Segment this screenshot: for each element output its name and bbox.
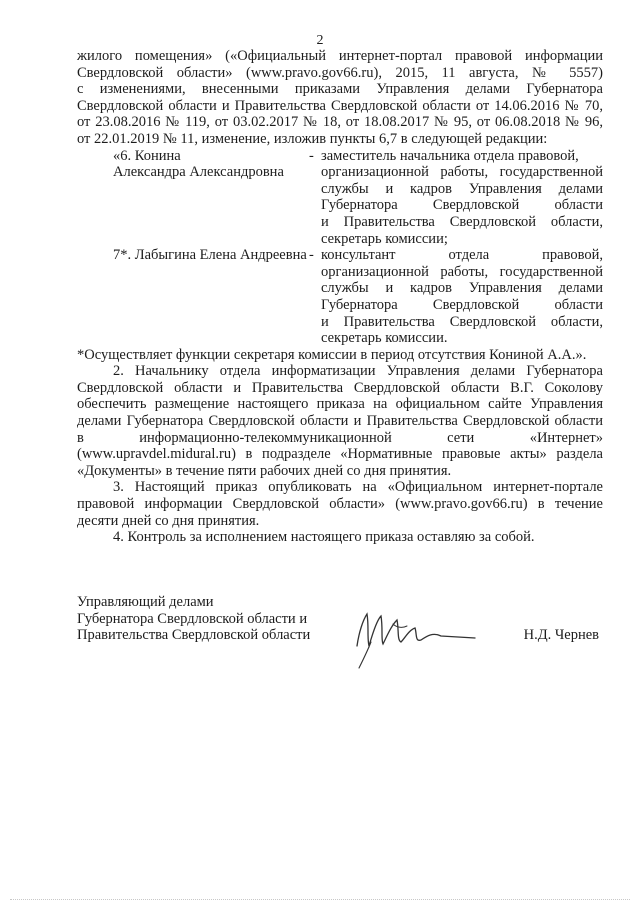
role-line: службы и кадров Управления делами [321, 280, 603, 297]
text-line: Свердловской области и Правительства Свердловской области от 14.06.2016 № 70, [77, 97, 603, 114]
member-role [321, 247, 603, 347]
page-number: 2 [316, 33, 324, 48]
text-line: Свердловской области» (www.pravo.gov66.ru), 2015, 11 августа, № 5557) [77, 64, 603, 81]
role-line: организационной работы, государственной [321, 263, 603, 280]
role-line: Губернатора Свердловской области [321, 197, 603, 214]
text-line: Свердловской области и Правительства Свердловской области В.Г. Соколову [77, 379, 603, 396]
paragraph-2 [77, 363, 603, 479]
scan-edge-artifacts [10, 897, 630, 900]
role-line: Губернатора Свердловской области [321, 296, 603, 313]
signatory-title-line: Управляющий делами [77, 594, 214, 610]
member-name-line: Александра Александровна [113, 164, 284, 181]
text-line: жилого помещения» («Официальный интернет-портал правовой информации [77, 48, 603, 64]
member-name [77, 247, 309, 347]
member-name-line: 7*. Лабыгина Елена Андреевна [113, 247, 307, 264]
text-line: (www.upravdel.midural.ru) в подразделе «Нормативные правовые акты» раздела [77, 446, 603, 463]
paragraph-4: 4. Контроль за исполнением настоящего приказа оставляю за собой. [113, 529, 535, 546]
footnote: *Осуществляет функции секретаря комиссии в период отсутствия Кониной А.А.». [77, 346, 587, 363]
member-entry-7 [77, 247, 603, 347]
member-dash: - [309, 147, 314, 164]
text-line: в информационно-телекоммуникационной сети «Интернет» [77, 429, 603, 446]
signatory-title-line: Правительства Свердловской области [77, 627, 311, 644]
role-line: консультант отдела правовой, [321, 247, 603, 264]
member-dash: - [309, 247, 314, 264]
text-line: делами Губернатора Свердловской области и Правительства Свердловской области [77, 413, 603, 430]
text-line: с изменениями, внесенными приказами Управления делами Губернатора [77, 81, 603, 98]
member-name [77, 148, 309, 248]
role-line: организационной работы, государственной [321, 164, 603, 181]
text-line: от 22.01.2019 № 11, изменение, изложив пункты 6,7 в следующей редакции: [77, 130, 548, 147]
text-line: десяти дней со дня принятия. [77, 512, 260, 529]
role-line: секретарь комиссии. [321, 330, 448, 347]
member-name-line: «6. Конина [113, 147, 181, 164]
member-entry-6 [77, 148, 603, 248]
document-body [77, 48, 603, 546]
text-line: 2. Начальнику отдела информатизации Управления делами Губернатора [113, 363, 603, 380]
member-role [321, 148, 603, 248]
signature-block [77, 594, 603, 644]
text-line: от 23.08.2016 № 119, от 03.02.2017 № 18, от 18.08.2017 № 95, от 06.08.2018 № 96, [77, 114, 603, 131]
handwritten-signature [345, 602, 545, 672]
text-line: 3. Настоящий приказ опубликовать на «Официальном интернет-портале [113, 479, 603, 496]
intro-paragraph [77, 48, 603, 148]
text-line: обеспечить размещение настоящего приказа на официальном сайте Управления [77, 396, 603, 413]
signatory-title-line: Губернатора Свердловской области и [77, 610, 308, 627]
role-line: секретарь комиссии; [321, 230, 448, 247]
role-line: и Правительства Свердловской области, [321, 213, 603, 230]
signatory-name: Н.Д. Чернев [523, 627, 599, 643]
paragraph-3 [77, 479, 603, 529]
text-line: правовой информации Свердловской области» (www.pravo.gov66.ru) в течение [77, 496, 603, 513]
role-line: и Правительства Свердловской области, [321, 313, 603, 330]
role-line: службы и кадров Управления делами [321, 180, 603, 197]
role-line: заместитель начальника отдела правовой, [321, 147, 579, 164]
text-line: «Документы» в течение пяти рабочих дней со дня принятия. [77, 462, 452, 479]
